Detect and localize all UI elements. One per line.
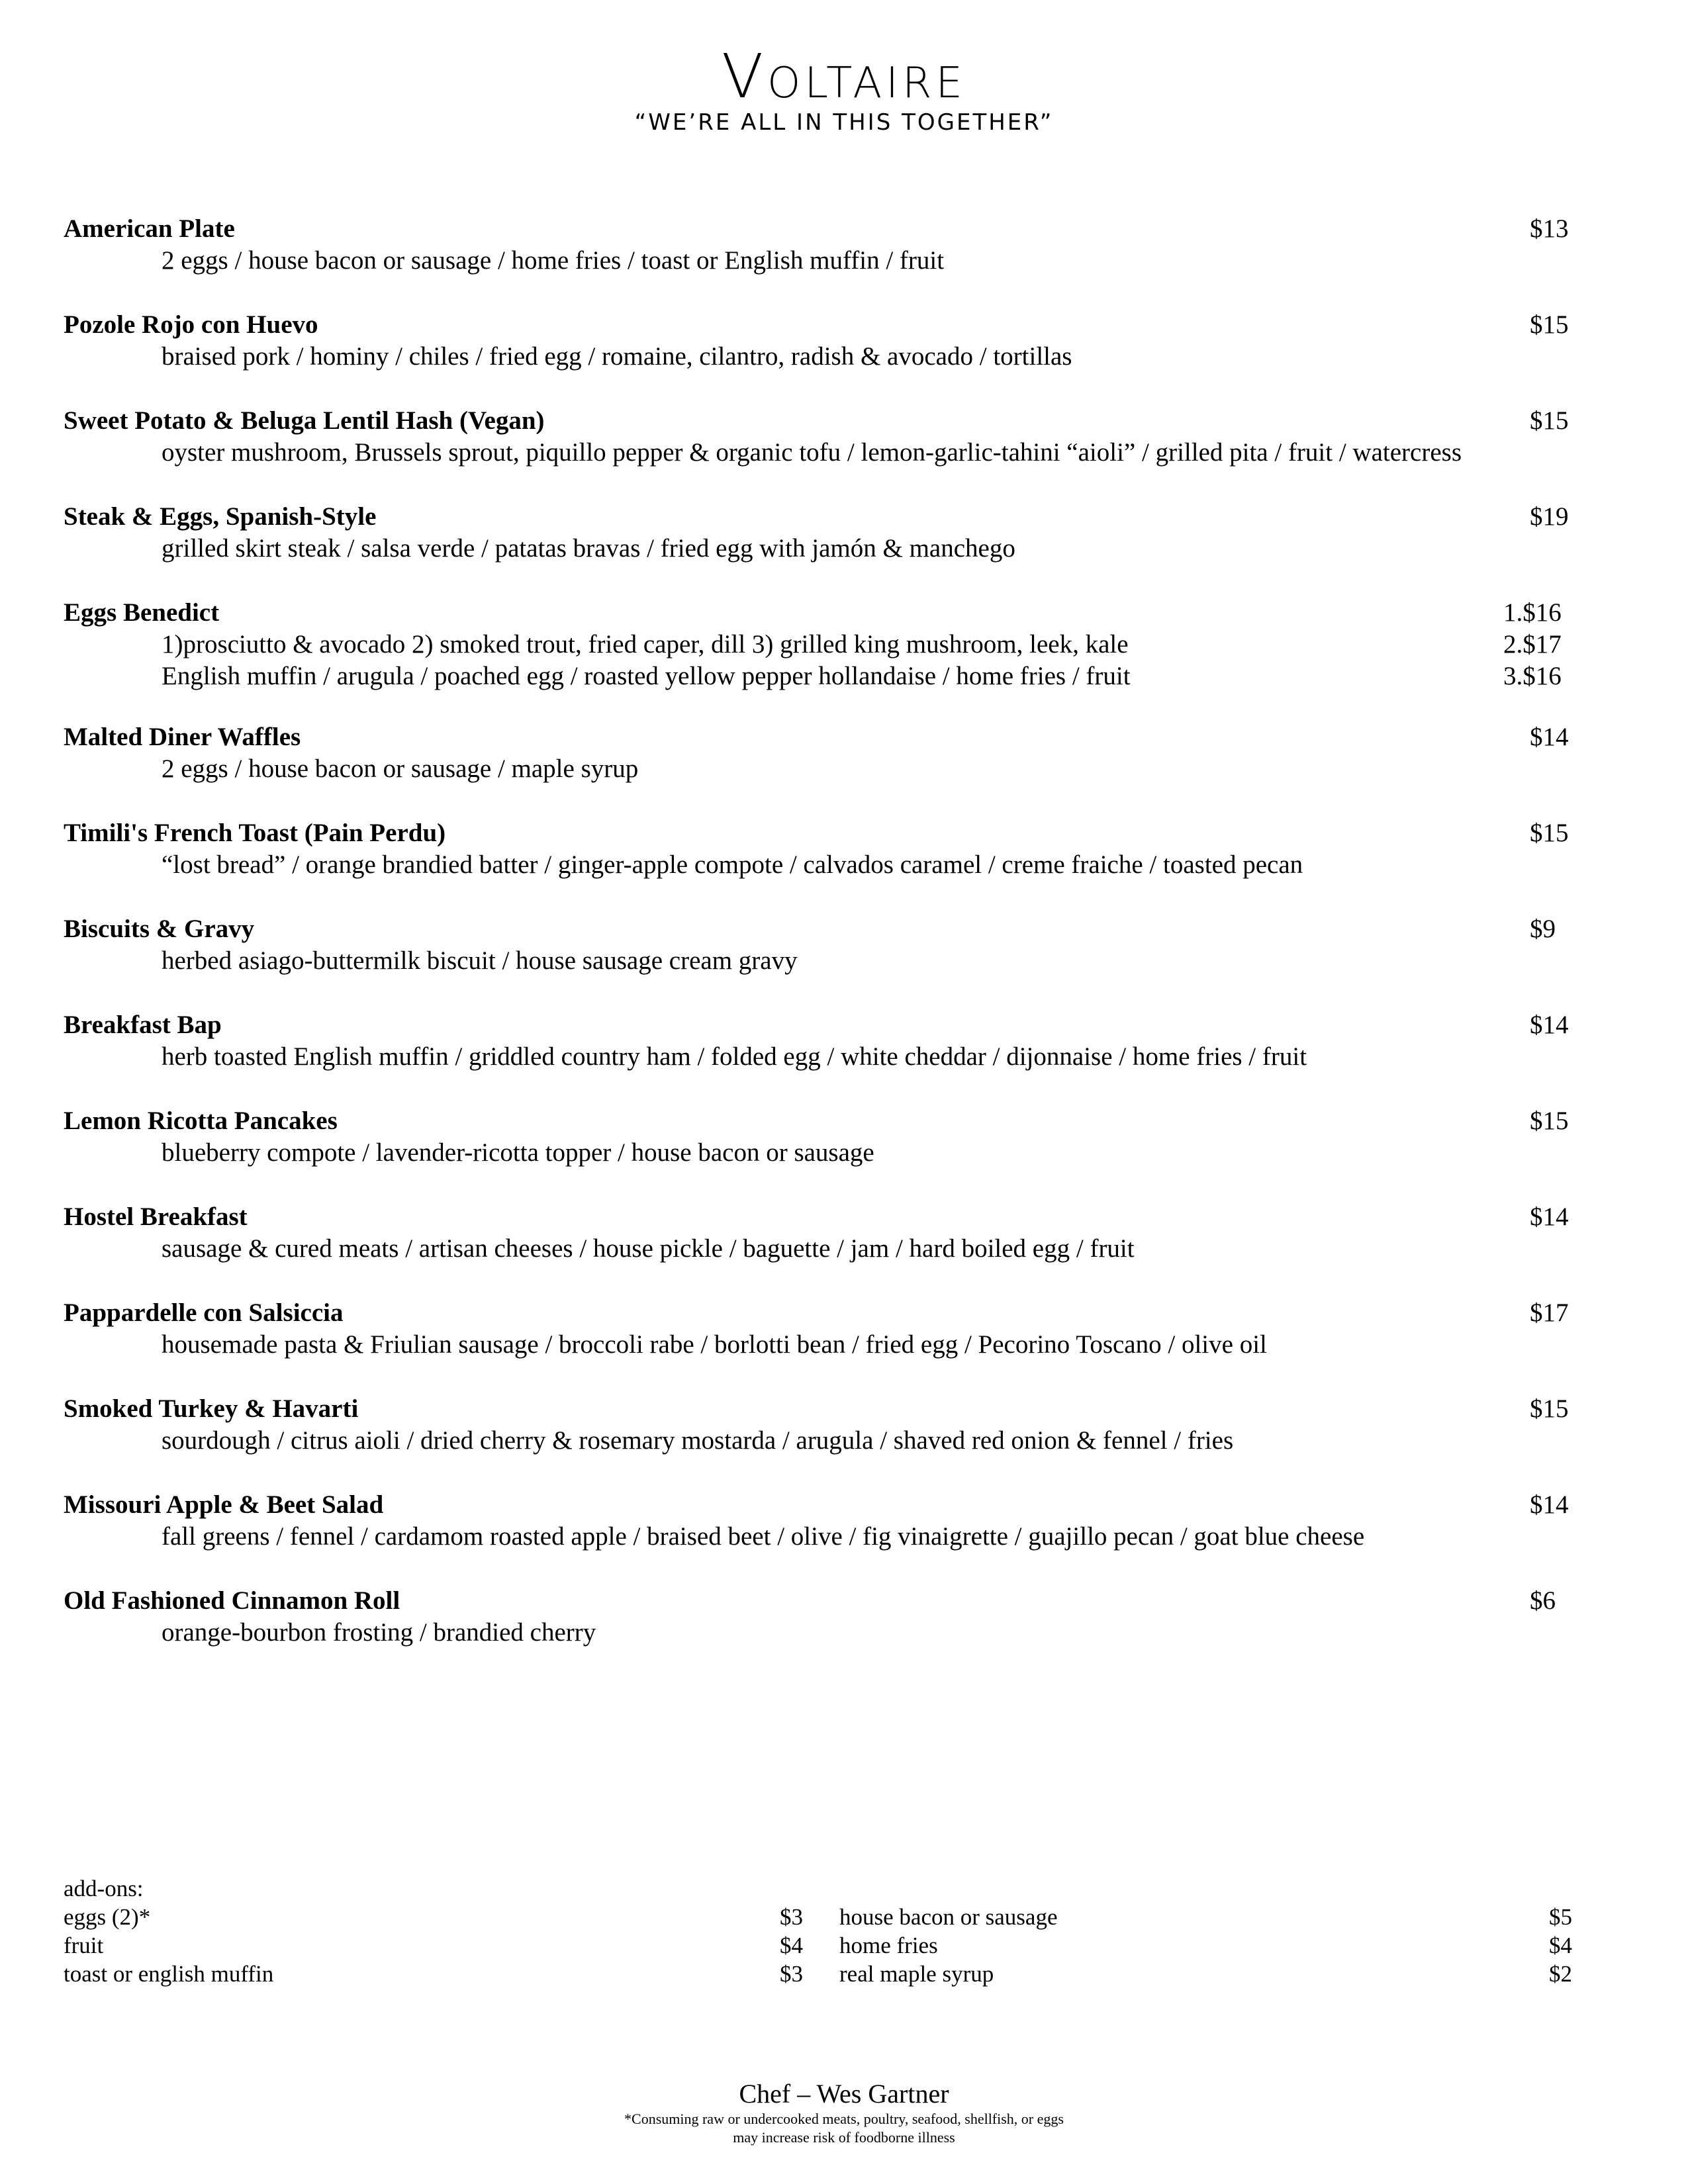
menu-item	[64, 405, 1579, 501]
addon-price: $3	[780, 1904, 803, 1930]
menu-item-name: Lemon Ricotta Pancakes	[64, 1107, 338, 1135]
menu-item-description: orange-bourbon frosting / brandied cherry	[162, 1618, 596, 1647]
menu-item-price: $6	[1530, 1586, 1556, 1615]
benedict-price-1: 1.$16	[1503, 598, 1562, 627]
restaurant-title: Voltaire	[722, 41, 966, 112]
menu-item	[64, 501, 1579, 597]
menu-item-description: oyster mushroom, Brussels sprout, piquillo pepper & organic tofu / lemon-garlic-tahini “aioli” / grilled pita / fruit / watercress	[162, 438, 1462, 467]
benedict-options: 1)prosciutto & avocado 2) smoked trout, fried caper, dill 3) grilled king mushroom, leek, kale	[162, 630, 1129, 659]
menu-item-price: $14	[1530, 723, 1569, 751]
menu-item-price: $14	[1530, 1011, 1569, 1039]
menu-item	[64, 913, 1579, 1009]
menu-list	[64, 213, 1579, 1681]
menu-item-name: Missouri Apple & Beet Salad	[64, 1490, 384, 1519]
menu-item-description: 2 eggs / house bacon or sausage / home fries / toast or English muffin / fruit	[162, 246, 945, 275]
menu-item-price: $15	[1530, 1394, 1569, 1423]
health-warning-line2: may increase risk of foodborne illness	[733, 2129, 955, 2146]
menu-item-price: $14	[1530, 1490, 1569, 1519]
menu-item	[64, 1585, 1579, 1681]
menu-footer	[0, 2078, 1688, 2147]
menu-item-description: housemade pasta & Friulian sausage / broccoli rabe / borlotti bean / fried egg / Pecorino Toscano / olive oil	[162, 1330, 1267, 1359]
menu-item-description: fall greens / fennel / cardamom roasted apple / braised beet / olive / fig vinaigrette / guajillo pecan / goat blue cheese	[162, 1522, 1365, 1551]
addon-name: house bacon or sausage	[839, 1904, 1058, 1930]
menu-item-price: $15	[1530, 406, 1569, 435]
menu-item-name: Timili's French Toast (Pain Perdu)	[64, 819, 446, 847]
menu-item	[64, 213, 1579, 309]
addon-price: $4	[780, 1933, 803, 1958]
menu-item-name: Malted Diner Waffles	[64, 723, 301, 751]
menu-item-description: “lost bread” / orange brandied batter / ginger-apple compote / calvados caramel / creme fraiche / toasted pecan	[162, 850, 1303, 879]
addon-name: toast or english muffin	[64, 1961, 274, 1987]
menu-item-name: Sweet Potato & Beluga Lentil Hash (Vegan)	[64, 406, 545, 435]
menu-item-eggs-benedict	[64, 597, 1579, 721]
menu-item-name: Biscuits & Gravy	[64, 915, 255, 943]
benedict-price-2: 2.$17	[1503, 630, 1562, 659]
menu-item-name: Smoked Turkey & Havarti	[64, 1394, 359, 1423]
menu-item-description: blueberry compote / lavender-ricotta topper / house bacon or sausage	[162, 1138, 874, 1167]
menu-item	[64, 1105, 1579, 1201]
menu-item-description: sausage & cured meats / artisan cheeses / house pickle / baguette / jam / hard boiled egg / fruit	[162, 1234, 1135, 1263]
menu-item-name: Pappardelle con Salsiccia	[64, 1298, 344, 1327]
menu-header	[0, 40, 1688, 134]
restaurant-tagline: “WE’RE ALL IN THIS TOGETHER”	[634, 109, 1054, 136]
menu-item-price: $15	[1530, 819, 1569, 847]
menu-item	[64, 1009, 1579, 1105]
addon-price: $2	[1549, 1961, 1572, 1987]
menu-item-price: $19	[1530, 502, 1569, 531]
benedict-price-3: 3.$16	[1503, 662, 1562, 690]
menu-item	[64, 721, 1579, 817]
menu-item	[64, 817, 1579, 913]
addon-name: home fries	[839, 1933, 938, 1958]
menu-item-price: $15	[1530, 310, 1569, 339]
menu-item	[64, 1297, 1579, 1393]
chef-credit: Chef – Wes Gartner	[739, 2079, 949, 2109]
menu-item-price: $13	[1530, 214, 1569, 243]
menu-item	[64, 309, 1579, 405]
menu-item-description: herbed asiago-buttermilk biscuit / house sausage cream gravy	[162, 946, 798, 975]
menu-item-description: sourdough / citrus aioli / dried cherry & rosemary mostarda / arugula / shaved red onion & fennel / fries	[162, 1426, 1234, 1455]
menu-item-description: braised pork / hominy / chiles / fried egg / romaine, cilantro, radish & avocado / tortillas	[162, 342, 1072, 371]
addons-label: add-ons:	[64, 1876, 144, 1901]
menu-item-price: $17	[1530, 1298, 1569, 1327]
menu-item	[64, 1201, 1579, 1297]
menu-item-name: Hostel Breakfast	[64, 1203, 248, 1231]
menu-item-name: Steak & Eggs, Spanish-Style	[64, 502, 377, 531]
menu-item-price: $15	[1530, 1107, 1569, 1135]
addon-price: $3	[780, 1961, 803, 1987]
addon-price: $4	[1549, 1933, 1572, 1958]
menu-item-name: Old Fashioned Cinnamon Roll	[64, 1586, 400, 1615]
addon-name: eggs (2)*	[64, 1904, 151, 1930]
menu-item	[64, 1489, 1579, 1585]
menu-item-name: Pozole Rojo con Huevo	[64, 310, 318, 339]
health-warning-line1: *Consuming raw or undercooked meats, poultry, seafood, shellfish, or eggs	[624, 2111, 1064, 2127]
menu-item-description: grilled skirt steak / salsa verde / patatas bravas / fried egg with jamón & manchego	[162, 534, 1015, 563]
menu-item-name: Breakfast Bap	[64, 1011, 222, 1039]
menu-item-name: Eggs Benedict	[64, 598, 220, 627]
menu-item-price: $14	[1530, 1203, 1569, 1231]
menu-item-description: 2 eggs / house bacon or sausage / maple syrup	[162, 754, 639, 783]
addon-name: real maple syrup	[839, 1961, 994, 1987]
addon-price: $5	[1549, 1904, 1572, 1930]
menu-item-description: English muffin / arugula / poached egg / roasted yellow pepper hollandaise / home fries / fruit	[162, 662, 1131, 690]
menu-item	[64, 1393, 1579, 1489]
menu-item-name: American Plate	[64, 214, 235, 243]
menu-item-price: $9	[1530, 915, 1556, 943]
addon-name: fruit	[64, 1933, 104, 1958]
menu-item-description: herb toasted English muffin / griddled country ham / folded egg / white cheddar / dijonnaise / home fries / fruit	[162, 1042, 1307, 1071]
